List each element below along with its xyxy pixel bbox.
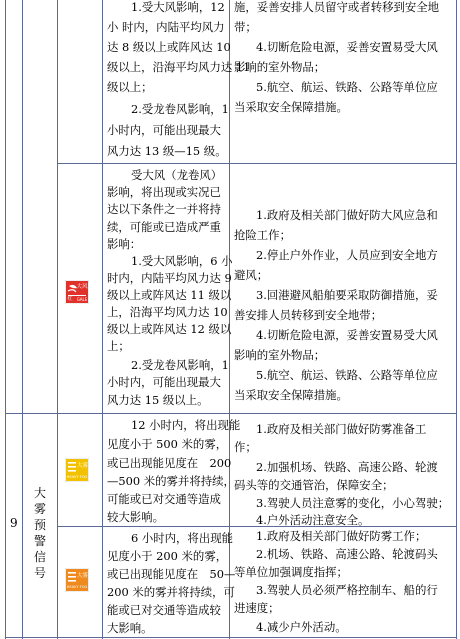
gale-icon-label: 大风: [76, 284, 88, 290]
standard-line: 或已出现能见度在 200: [107, 456, 232, 470]
gale-red-warning-icon: [65, 280, 89, 304]
measure-line: 3.回港避风船舶要采取防御措施，妥: [256, 288, 438, 302]
standard-line: 风力达 13 级—15 级。: [107, 144, 227, 158]
row-rule: [5, 637, 457, 638]
gale-icon-en: GALE: [76, 297, 88, 302]
measure-line: 带；: [234, 20, 257, 34]
standard-line: 达 8 级以上或阵风达 10: [107, 40, 231, 54]
standard-line: 6 小时内，将出现能: [131, 531, 233, 545]
standard-line: 2.受龙卷风影响，1: [131, 102, 229, 116]
standard-line: 小 时内，内陆平均风力: [107, 20, 225, 34]
measure-line: 1.政府及相关部门做好防雾工作；: [256, 529, 427, 543]
standard-line: 续，可能或已造成严重: [107, 220, 221, 234]
measure-line: 善安排人员转移到安全地带；: [234, 308, 383, 322]
category-label: 大雾预警信号: [33, 486, 46, 580]
column-rule: [102, 0, 103, 639]
measure-line: 影响的室外物品；: [234, 348, 326, 362]
standard-line: 能或已对交通等造成较: [107, 603, 221, 617]
measure-line: 4.减少户外活动。: [256, 620, 347, 634]
standard-line: 200 米的雾并将持续，可: [107, 585, 235, 599]
measure-line: 2.停止户外作业，人员应到安全地方: [256, 248, 438, 262]
measure-line: 5.航空、航运、铁路、公路等单位应: [256, 368, 438, 382]
fog-yellow-icon-label: 大雾: [76, 463, 88, 469]
standard-line: 1.受大风影响，6 小: [131, 254, 233, 268]
standard-line: 影响：: [107, 237, 142, 251]
heavy-fog-orange-warning-icon: [65, 568, 89, 592]
measure-line: 4.切断危险电源，妥善安置易受大风: [256, 328, 438, 342]
measure-line: 5.航空、航运、铁路、公路等单位应: [256, 80, 438, 94]
measure-line: 码头等的交通管治，保障安全；: [234, 478, 394, 492]
measure-line: 1.政府及相关部门做好防雾准备工: [256, 422, 427, 436]
standard-line: 可能或已对交通等造成: [107, 492, 221, 506]
measure-line: 2.加强机场、铁路、高速公路、轮渡: [256, 460, 438, 474]
fog-orange-icon-label: 大雾: [76, 573, 88, 579]
standard-line: 较大影响。: [107, 510, 164, 524]
measure-line: 4.户外活动注意安全。: [256, 513, 370, 527]
measure-line: 当采取安全保障措施。: [234, 388, 348, 402]
measure-line: 影响的室外物品；: [234, 60, 326, 74]
standard-line: 小时内，可能出现最大: [107, 123, 221, 137]
measure-line: 抢险工作；: [234, 228, 291, 242]
measure-line: 施，妥善安排人员留守或者转移到安全地: [234, 0, 440, 14]
standard-line: 12 小时内，将出现能: [131, 418, 241, 432]
measure-line: 1.政府及相关部门做好防大风应急和: [256, 208, 438, 222]
column-rule: [57, 0, 58, 639]
measure-line: 4.切断危险电源，妥善安置易受大风: [256, 40, 438, 54]
standard-line: 见度小于 200 米的雾，: [107, 549, 228, 563]
standard-line: 受大风（龙卷风）: [131, 168, 223, 182]
fog-yellow-icon-en: HEAVY FOG: [66, 475, 88, 479]
measure-line: 作；: [234, 440, 257, 454]
standard-line: 2.受龙卷风影响，1: [131, 358, 229, 372]
standard-line: 级以上或阵风达 11 级以: [107, 288, 232, 302]
row-number: 9: [10, 516, 18, 530]
standard-line: 见度小于 500 米的雾，: [107, 437, 228, 451]
standard-line: 或已出现能见度在 50—: [107, 567, 236, 581]
standard-line: 上，沿海平均风力达 10: [107, 305, 228, 319]
gale-icon-level: 红: [67, 296, 73, 302]
heavy-fog-yellow-warning-icon: [65, 458, 89, 482]
standard-line: 时内，内陆平均风力达 9: [107, 271, 232, 285]
standard-line: 上；: [107, 339, 130, 353]
measure-line: 进速度；: [234, 601, 280, 615]
column-rule: [456, 0, 457, 639]
measure-line: 等单位加强调度指挥；: [234, 565, 348, 579]
column-rule: [5, 0, 6, 639]
standard-line: 级以上；: [107, 80, 153, 94]
row-rule: [5, 413, 457, 414]
standard-line: —500 米的雾并将持续，: [107, 474, 235, 488]
standard-line: 风力达 15 级以上。: [107, 393, 209, 407]
standard-line: 小时内，可能出现最大: [107, 375, 221, 389]
standard-line: 1.受大风影响，12: [131, 0, 225, 14]
standard-line: 达以下条件之一并将持: [107, 202, 221, 216]
measure-line: 3.驾驶人员注意雾的变化，小心驾驶；: [256, 496, 450, 510]
standard-line: 大影响。: [107, 621, 153, 635]
measure-line: 2.机场、铁路、高速公路、轮渡码头: [256, 547, 438, 561]
measure-line: 当采取安全保障措施。: [234, 100, 348, 114]
measure-line: 3.驾驶人员必须严格控制车、船的行: [256, 583, 438, 597]
measure-line: 避风；: [234, 268, 269, 282]
standard-line: 影响，将出现或实况已: [107, 185, 221, 199]
row-rule: [57, 163, 457, 164]
column-rule: [22, 0, 23, 639]
fog-orange-icon-en: HEAVY FOG: [66, 585, 88, 589]
standard-line: 级以上或阵风达 12 级以: [107, 322, 232, 336]
standard-line: 级以上，沿海平均风力达 11: [107, 60, 251, 74]
